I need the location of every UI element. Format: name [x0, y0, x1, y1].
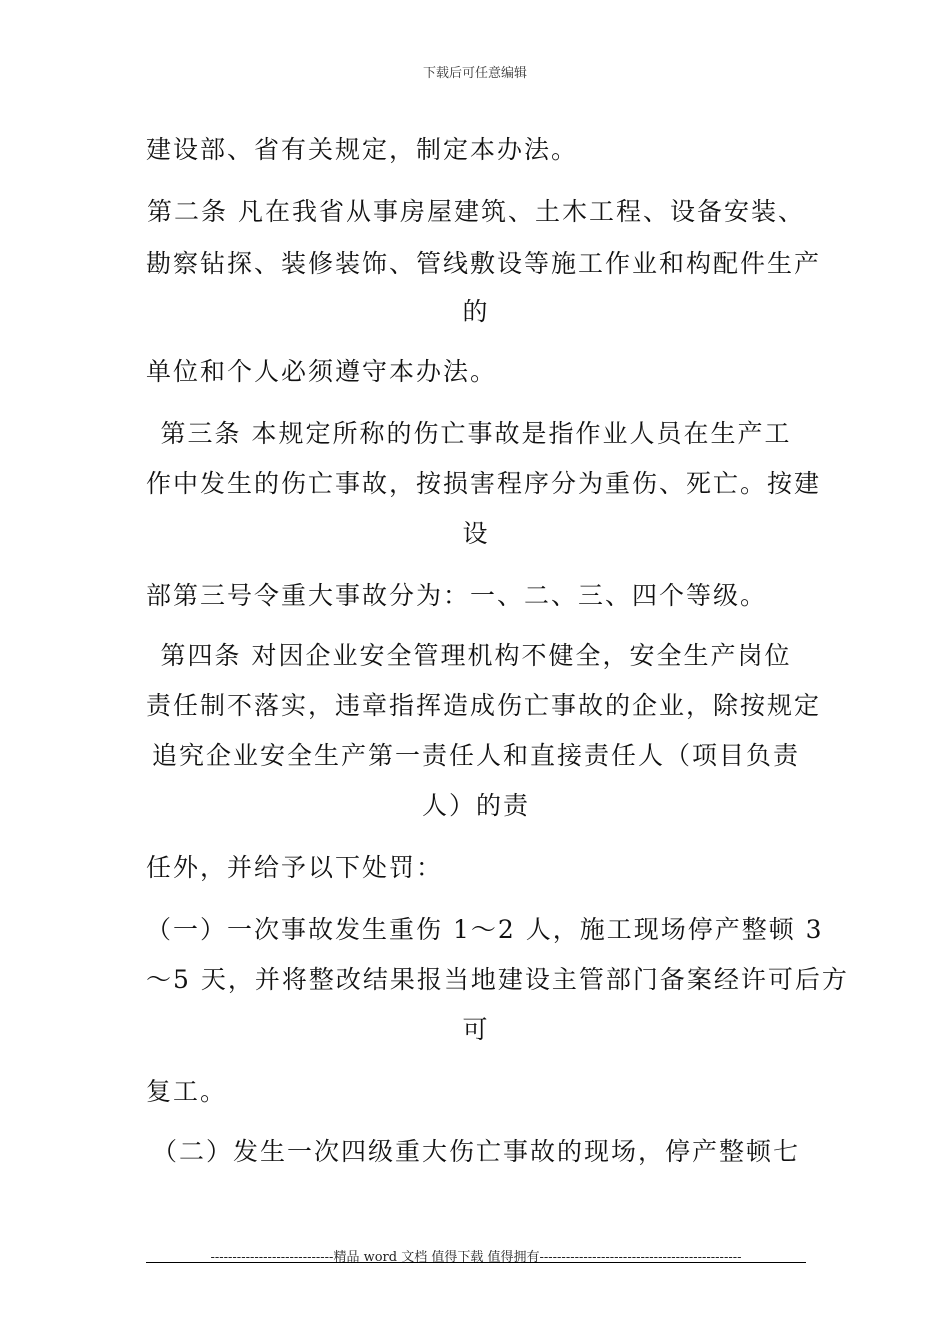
- text-line: 设: [462, 519, 490, 548]
- text-line: 追究企业安全生产第一责任人和直接责任人（项目负责: [151, 741, 800, 770]
- text-line: 部第三号令重大事故分为：一、二、三、四个等级。: [146, 581, 768, 610]
- text-line: 可: [462, 1015, 490, 1044]
- text-line: （一）一次事故发生重伤 1～2 人，施工现场停产整顿 3: [146, 915, 824, 944]
- text-line: 勘察钻探、装修装饰、管线敷设等施工作业和构配件生产: [146, 249, 822, 278]
- text-line: （二）发生一次四级重大伤亡事故的现场，停产整顿七: [151, 1137, 800, 1166]
- header-note: 下载后可任意编辑: [422, 66, 527, 81]
- text-line: 的: [462, 297, 490, 326]
- text-line: 第二条 凡在我省从事房屋建筑、土木工程、设备安装、: [147, 197, 805, 226]
- text-line: 作中发生的伤亡事故，按损害程序分为重伤、死亡。按建: [146, 469, 822, 498]
- text-line: 责任制不落实，违章指挥造成伤亡事故的企业，除按规定: [146, 691, 822, 720]
- text-line: 第四条 对因企业安全管理机构不健全，安全生产岗位: [160, 641, 792, 670]
- text-line: 任外，并给予以下处罚：: [146, 853, 444, 882]
- text-line: 第三条 本规定所称的伤亡事故是指作业人员在生产工: [160, 419, 792, 448]
- footer-text: ----------------------------精品 word 文档 值得下载 值得拥有----------------------------------------------: [210, 1250, 742, 1265]
- text-line: 建设部、省有关规定，制定本办法。: [146, 135, 579, 164]
- text-line: ～5 天，并将整改结果报当地建设主管部门备案经许可后方: [146, 965, 849, 994]
- footer-divider: [146, 1262, 806, 1263]
- text-line: 单位和个人必须遵守本办法。: [146, 357, 498, 386]
- text-line: 复工。: [146, 1077, 228, 1106]
- text-line: 人）的责: [421, 791, 530, 820]
